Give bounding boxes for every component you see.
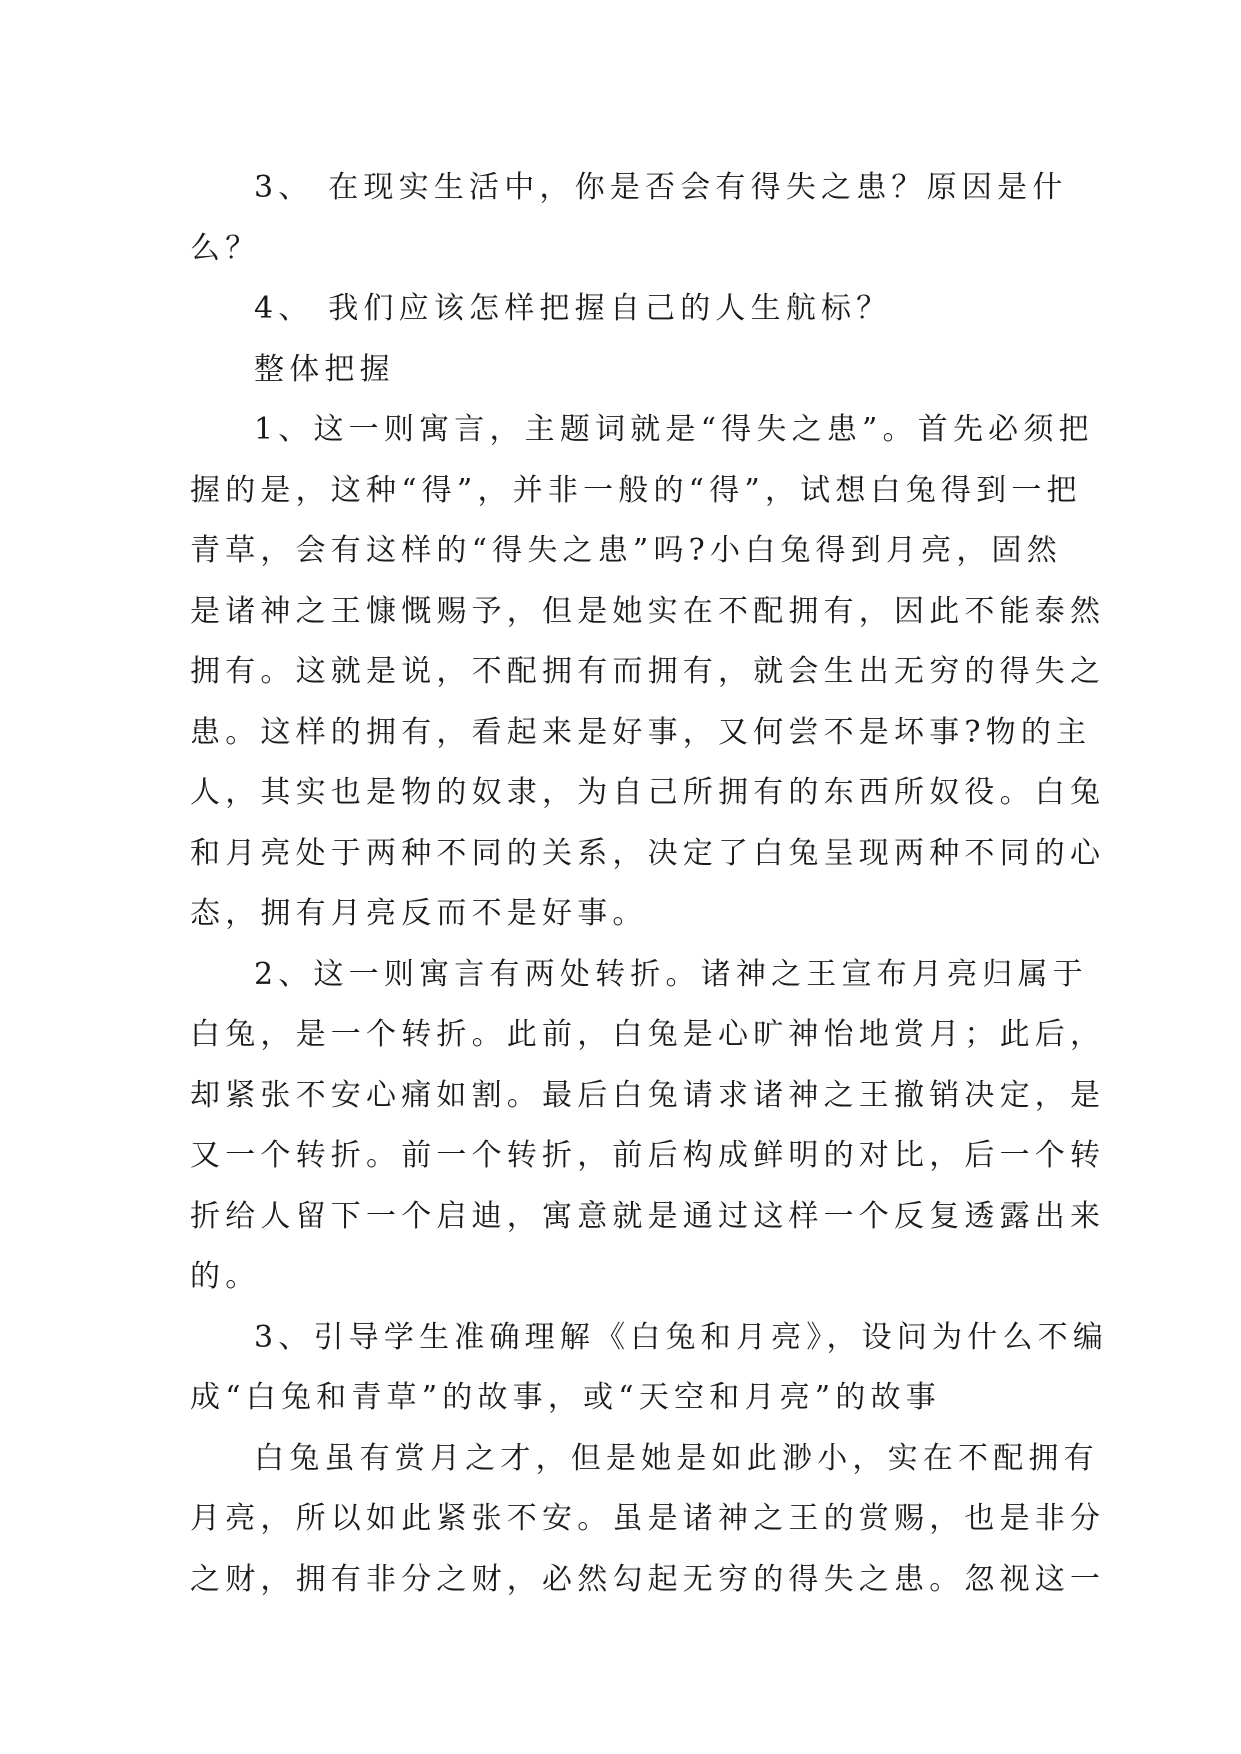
text-line: 4、 我们应该怎样把握自己的人生航标？	[254, 291, 892, 326]
text-line: 患。这样的拥有，看起来是好事，又何尝不是坏事?物的主	[190, 714, 1092, 750]
text-line: 么？	[190, 230, 261, 266]
text-line: 态，拥有月亮反而不是好事。	[190, 896, 648, 931]
text-line: 2、这一则寓言有两处转折。诸神之王宣布月亮归属于	[254, 956, 1088, 992]
text-line: 是诸神之王慷慨赐予，但是她实在不配拥有，因此不能泰然	[190, 593, 1106, 629]
text-line: 白兔虽有赏月之才，但是她是如此渺小，实在不配拥有	[254, 1440, 1099, 1476]
text-line: 成“白兔和青草”的故事，或“天空和月亮”的故事	[190, 1380, 941, 1415]
text-line: 却紧张不安心痛如割。最后白兔请求诸神之王撤销决定，是	[190, 1077, 1106, 1113]
text-line: 月亮，所以如此紧张不安。虽是诸神之王的赏赐，也是非分	[190, 1501, 1106, 1536]
document-body	[190, 158, 1109, 1610]
section-heading: 整体把握	[254, 351, 395, 387]
text-line: 之财，拥有非分之财，必然勾起无穷的得失之患。忽视这一	[190, 1561, 1106, 1597]
text-line: 人，其实也是物的奴隶，为自己所拥有的东西所奴役。白兔	[190, 775, 1106, 810]
text-line: 3、引导学生准确理解《白兔和月亮》，设问为什么不编	[254, 1319, 1109, 1355]
text-line: 青草，会有这样的“得失之患”吗?小白兔得到月亮，固然	[190, 533, 1062, 568]
text-line: 的。	[190, 1259, 261, 1294]
text-line: 3、 在现实生活中，你是否会有得失之患？原因是什	[254, 170, 1068, 205]
text-line: 拥有。这就是说，不配拥有而拥有，就会生出无穷的得失之	[190, 654, 1106, 689]
text-line: 握的是，这种“得”，并非一般的“得”，试想白兔得到一把	[190, 472, 1082, 508]
text-line: 1、这一则寓言，主题词就是“得失之患”。首先必须把	[254, 412, 1094, 447]
text-line: 折给人留下一个启迪，寓意就是通过这样一个反复透露出来	[190, 1198, 1106, 1234]
text-line: 白兔，是一个转折。此前，白兔是心旷神怡地赏月；此后，	[190, 1017, 1106, 1052]
text-line: 又一个转折。前一个转折，前后构成鲜明的对比，后一个转	[190, 1138, 1106, 1173]
text-line: 和月亮处于两种不同的关系，决定了白兔呈现两种不同的心	[190, 835, 1106, 871]
